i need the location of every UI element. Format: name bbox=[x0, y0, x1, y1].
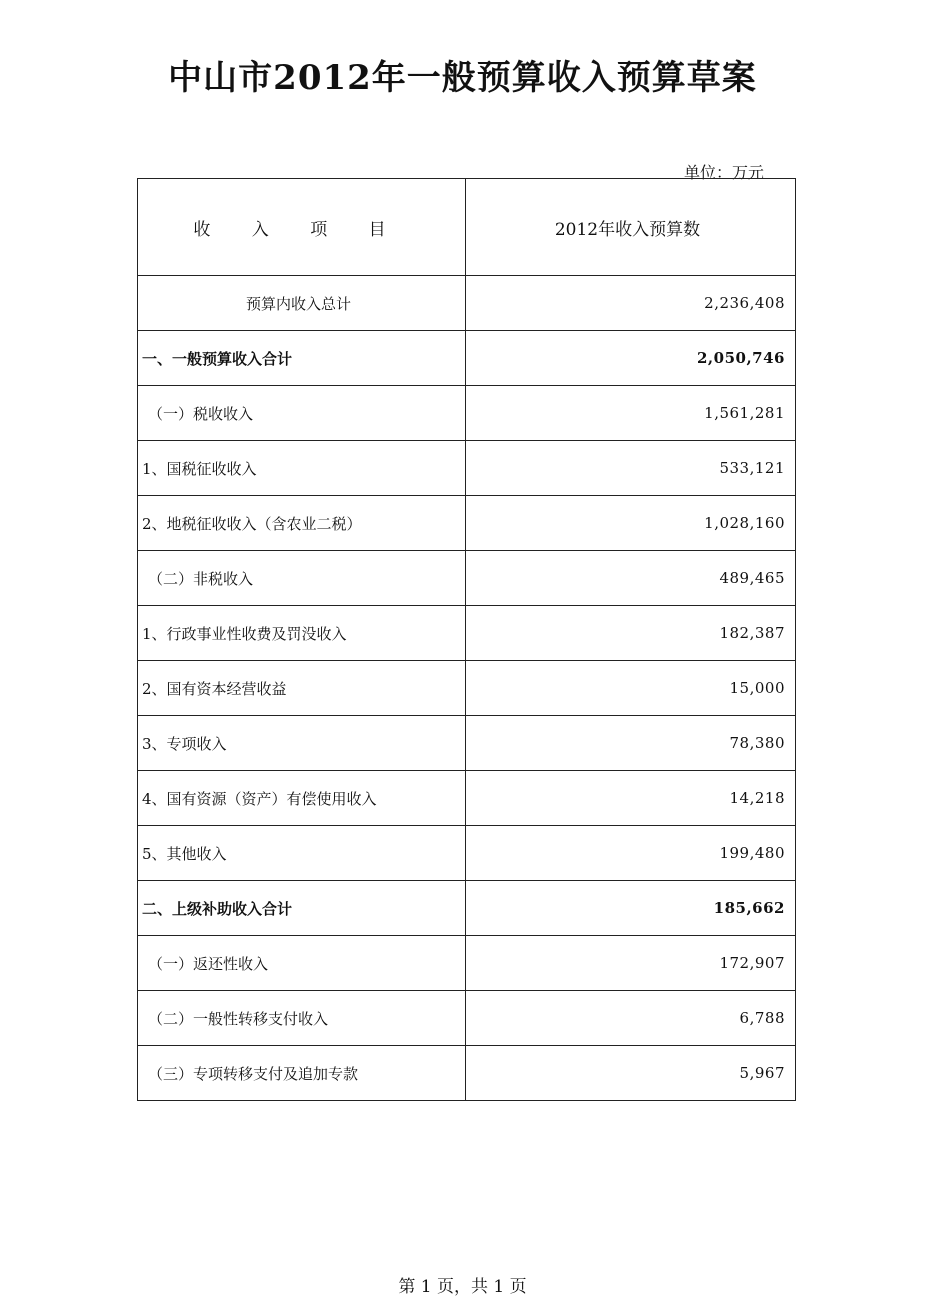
page-title: 中山市2012年一般预算收入预算草案 bbox=[168, 58, 757, 98]
row-amount: 182,387 bbox=[466, 606, 796, 661]
row-item: （一）税收收入 bbox=[138, 386, 466, 441]
table-row bbox=[138, 441, 796, 496]
table-row bbox=[138, 606, 796, 661]
row-amount: 1,028,160 bbox=[466, 496, 796, 551]
row-item: 5、其他收入 bbox=[138, 826, 466, 881]
page-footer: 第 1 页，共 1 页 bbox=[398, 1277, 527, 1297]
row-item: 2、地税征收收入（含农业二税） bbox=[138, 496, 466, 551]
table-row bbox=[138, 826, 796, 881]
row-amount: 2,050,746 bbox=[466, 331, 796, 386]
row-item: 4、国有资源（资产）有偿使用收入 bbox=[138, 771, 466, 826]
row-amount: 78,380 bbox=[466, 716, 796, 771]
row-item: （二）非税收入 bbox=[138, 551, 466, 606]
row-amount: 172,907 bbox=[466, 936, 796, 991]
row-amount: 489,465 bbox=[466, 551, 796, 606]
unit-label: 单位：万元 bbox=[684, 163, 765, 182]
table-row bbox=[138, 716, 796, 771]
table-row bbox=[138, 496, 796, 551]
table-row bbox=[138, 881, 796, 936]
row-amount: 14,218 bbox=[466, 771, 796, 826]
table-row bbox=[138, 276, 796, 331]
table-row bbox=[138, 991, 796, 1046]
table-row bbox=[138, 551, 796, 606]
row-item: 3、专项收入 bbox=[138, 716, 466, 771]
row-item: （二）一般性转移支付收入 bbox=[138, 991, 466, 1046]
row-item: （三）专项转移支付及追加专款 bbox=[138, 1046, 466, 1101]
row-item: 1、行政事业性收费及罚没收入 bbox=[138, 606, 466, 661]
row-item: 2、国有资本经营收益 bbox=[138, 661, 466, 716]
header-amount: 2012年收入预算数 bbox=[466, 179, 796, 276]
table-header-row bbox=[138, 179, 796, 276]
table-row bbox=[138, 661, 796, 716]
row-item: （一）返还性收入 bbox=[138, 936, 466, 991]
row-amount: 533,121 bbox=[466, 441, 796, 496]
row-item: 一、一般预算收入合计 bbox=[138, 331, 466, 386]
row-amount: 185,662 bbox=[466, 881, 796, 936]
row-amount: 1,561,281 bbox=[466, 386, 796, 441]
table-row bbox=[138, 771, 796, 826]
row-amount: 199,480 bbox=[466, 826, 796, 881]
table-row bbox=[138, 331, 796, 386]
row-item: 二、上级补助收入合计 bbox=[138, 881, 466, 936]
header-item: 收 入 项 目 bbox=[138, 179, 466, 276]
budget-table bbox=[137, 178, 796, 1101]
table-row bbox=[138, 386, 796, 441]
row-item: 1、国税征收收入 bbox=[138, 441, 466, 496]
row-amount: 6,788 bbox=[466, 991, 796, 1046]
row-amount: 15,000 bbox=[466, 661, 796, 716]
row-amount: 2,236,408 bbox=[466, 276, 796, 331]
row-amount: 5,967 bbox=[466, 1046, 796, 1101]
table-row bbox=[138, 936, 796, 991]
table-row bbox=[138, 1046, 796, 1101]
row-item: 预算内收入总计 bbox=[138, 276, 466, 331]
